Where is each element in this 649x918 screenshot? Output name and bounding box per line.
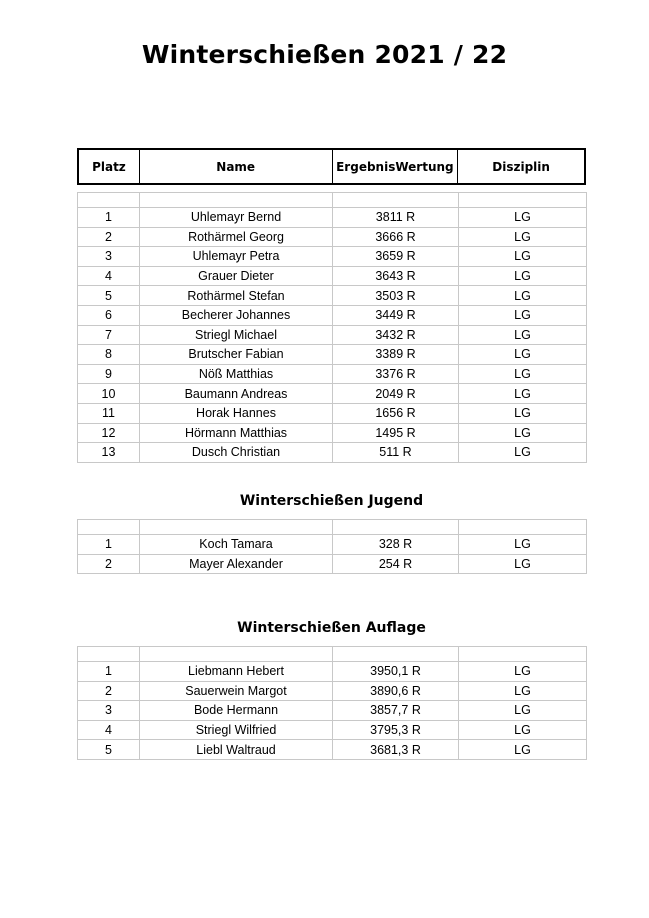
cell-name: Nöß Matthias bbox=[140, 364, 333, 384]
results-table-header bbox=[77, 148, 586, 185]
cell-disziplin: LG bbox=[459, 208, 587, 228]
table-row bbox=[78, 247, 587, 267]
cell-ergebnis: 3666 R bbox=[333, 227, 459, 247]
table-row bbox=[78, 681, 587, 701]
cell-ergebnis: 3389 R bbox=[333, 345, 459, 365]
cell-disziplin: LG bbox=[459, 701, 587, 721]
auflage-results-body bbox=[78, 647, 587, 760]
cell-ergebnis: 3659 R bbox=[333, 247, 459, 267]
cell-platz: 2 bbox=[78, 554, 140, 574]
table-row bbox=[78, 701, 587, 721]
cell-disziplin: LG bbox=[459, 384, 587, 404]
cell-platz: 2 bbox=[78, 227, 140, 247]
cell-name: Koch Tamara bbox=[140, 535, 333, 555]
cell-ergebnis: 3681,3 R bbox=[333, 740, 459, 760]
section-heading-jugend: Winterschießen Jugend bbox=[239, 493, 424, 509]
cell-ergebnis: 3890,6 R bbox=[333, 681, 459, 701]
cell-disziplin: LG bbox=[459, 247, 587, 267]
cell-platz: 6 bbox=[78, 305, 140, 325]
column-header-disziplin: Disziplin bbox=[492, 159, 550, 174]
cell-disziplin: LG bbox=[459, 286, 587, 306]
cell-name: Horak Hannes bbox=[140, 403, 333, 423]
table-row bbox=[78, 305, 587, 325]
cell-disziplin: LG bbox=[459, 266, 587, 286]
cell-platz: 3 bbox=[78, 247, 140, 267]
cell-disziplin: LG bbox=[459, 305, 587, 325]
table-row bbox=[78, 286, 587, 306]
spacer-cell bbox=[333, 647, 459, 662]
cell-name: Rothärmel Georg bbox=[140, 227, 333, 247]
cell-platz: 4 bbox=[78, 720, 140, 740]
cell-ergebnis: 3811 R bbox=[333, 208, 459, 228]
page-title: Winterschießen 2021 / 22 bbox=[141, 40, 508, 69]
cell-platz: 1 bbox=[78, 535, 140, 555]
cell-name: Liebl Waltraud bbox=[140, 740, 333, 760]
cell-disziplin: LG bbox=[459, 403, 587, 423]
spacer-row bbox=[78, 193, 587, 208]
cell-name: Grauer Dieter bbox=[140, 266, 333, 286]
table-row bbox=[78, 345, 587, 365]
section-heading-auflage: Winterschießen Auflage bbox=[237, 620, 426, 636]
cell-name: Mayer Alexander bbox=[140, 554, 333, 574]
cell-ergebnis: 254 R bbox=[333, 554, 459, 574]
cell-platz: 1 bbox=[78, 662, 140, 682]
cell-platz: 2 bbox=[78, 681, 140, 701]
table-row bbox=[78, 208, 587, 228]
cell-ergebnis: 1656 R bbox=[333, 403, 459, 423]
cell-disziplin: LG bbox=[459, 740, 587, 760]
cell-platz: 5 bbox=[78, 740, 140, 760]
cell-platz: 7 bbox=[78, 325, 140, 345]
table-row bbox=[78, 423, 587, 443]
cell-platz: 13 bbox=[78, 443, 140, 463]
cell-platz: 1 bbox=[78, 208, 140, 228]
cell-disziplin: LG bbox=[459, 681, 587, 701]
jugend-results-body bbox=[78, 520, 587, 574]
column-header-ergebnis-line2: Wertung bbox=[395, 159, 454, 174]
cell-name: Liebmann Hebert bbox=[140, 662, 333, 682]
cell-name: Brutscher Fabian bbox=[140, 345, 333, 365]
cell-disziplin: LG bbox=[459, 423, 587, 443]
table-row bbox=[78, 364, 587, 384]
cell-ergebnis: 3449 R bbox=[333, 305, 459, 325]
cell-name: Uhlemayr Bernd bbox=[140, 208, 333, 228]
cell-disziplin: LG bbox=[459, 443, 587, 463]
cell-disziplin: LG bbox=[459, 535, 587, 555]
table-row bbox=[78, 740, 587, 760]
cell-name: Striegl Wilfried bbox=[140, 720, 333, 740]
cell-platz: 3 bbox=[78, 701, 140, 721]
jugend-results-table bbox=[77, 519, 587, 574]
cell-ergebnis: 511 R bbox=[333, 443, 459, 463]
cell-disziplin: LG bbox=[459, 345, 587, 365]
spacer-cell bbox=[333, 193, 459, 208]
spacer-cell bbox=[78, 520, 140, 535]
cell-disziplin: LG bbox=[459, 364, 587, 384]
cell-ergebnis: 328 R bbox=[333, 535, 459, 555]
cell-platz: 11 bbox=[78, 403, 140, 423]
table-row bbox=[78, 720, 587, 740]
cell-name: Uhlemayr Petra bbox=[140, 247, 333, 267]
spacer-cell bbox=[459, 193, 587, 208]
auflage-results-table bbox=[77, 646, 587, 760]
cell-ergebnis: 3432 R bbox=[333, 325, 459, 345]
table-row bbox=[78, 443, 587, 463]
cell-platz: 12 bbox=[78, 423, 140, 443]
cell-platz: 9 bbox=[78, 364, 140, 384]
spacer-cell bbox=[78, 193, 140, 208]
table-row bbox=[78, 384, 587, 404]
cell-ergebnis: 3376 R bbox=[333, 364, 459, 384]
spacer-cell bbox=[459, 647, 587, 662]
cell-platz: 4 bbox=[78, 266, 140, 286]
spacer-cell bbox=[333, 520, 459, 535]
spacer-cell bbox=[140, 520, 333, 535]
column-header-ergebnis bbox=[333, 150, 459, 183]
table-row bbox=[78, 662, 587, 682]
cell-disziplin: LG bbox=[459, 720, 587, 740]
cell-name: Bode Hermann bbox=[140, 701, 333, 721]
spacer-row bbox=[78, 520, 587, 535]
cell-ergebnis: 1495 R bbox=[333, 423, 459, 443]
column-header-ergebnis-line1: Ergebnis bbox=[336, 159, 396, 174]
cell-ergebnis: 3857,7 R bbox=[333, 701, 459, 721]
main-results-table bbox=[77, 192, 587, 463]
cell-ergebnis: 3950,1 R bbox=[333, 662, 459, 682]
cell-ergebnis: 3643 R bbox=[333, 266, 459, 286]
spacer-row bbox=[78, 647, 587, 662]
cell-name: Striegl Michael bbox=[140, 325, 333, 345]
table-row bbox=[78, 535, 587, 555]
main-results-body bbox=[78, 193, 587, 463]
cell-ergebnis: 2049 R bbox=[333, 384, 459, 404]
cell-disziplin: LG bbox=[459, 227, 587, 247]
spacer-cell bbox=[140, 647, 333, 662]
spacer-cell bbox=[78, 647, 140, 662]
cell-name: Becherer Johannes bbox=[140, 305, 333, 325]
spacer-cell bbox=[140, 193, 333, 208]
cell-platz: 8 bbox=[78, 345, 140, 365]
spacer-cell bbox=[459, 520, 587, 535]
column-header-name: Name bbox=[140, 150, 333, 183]
table-row bbox=[78, 403, 587, 423]
cell-disziplin: LG bbox=[459, 662, 587, 682]
column-header-platz: Platz bbox=[79, 150, 140, 183]
table-row bbox=[78, 554, 587, 574]
table-row bbox=[78, 227, 587, 247]
cell-disziplin: LG bbox=[459, 325, 587, 345]
table-row bbox=[78, 325, 587, 345]
cell-name: Rothärmel Stefan bbox=[140, 286, 333, 306]
cell-name: Hörmann Matthias bbox=[140, 423, 333, 443]
cell-ergebnis: 3795,3 R bbox=[333, 720, 459, 740]
cell-name: Dusch Christian bbox=[140, 443, 333, 463]
cell-name: Baumann Andreas bbox=[140, 384, 333, 404]
cell-disziplin: LG bbox=[459, 554, 587, 574]
cell-name: Sauerwein Margot bbox=[140, 681, 333, 701]
cell-platz: 5 bbox=[78, 286, 140, 306]
cell-platz: 10 bbox=[78, 384, 140, 404]
table-row bbox=[78, 266, 587, 286]
cell-ergebnis: 3503 R bbox=[333, 286, 459, 306]
